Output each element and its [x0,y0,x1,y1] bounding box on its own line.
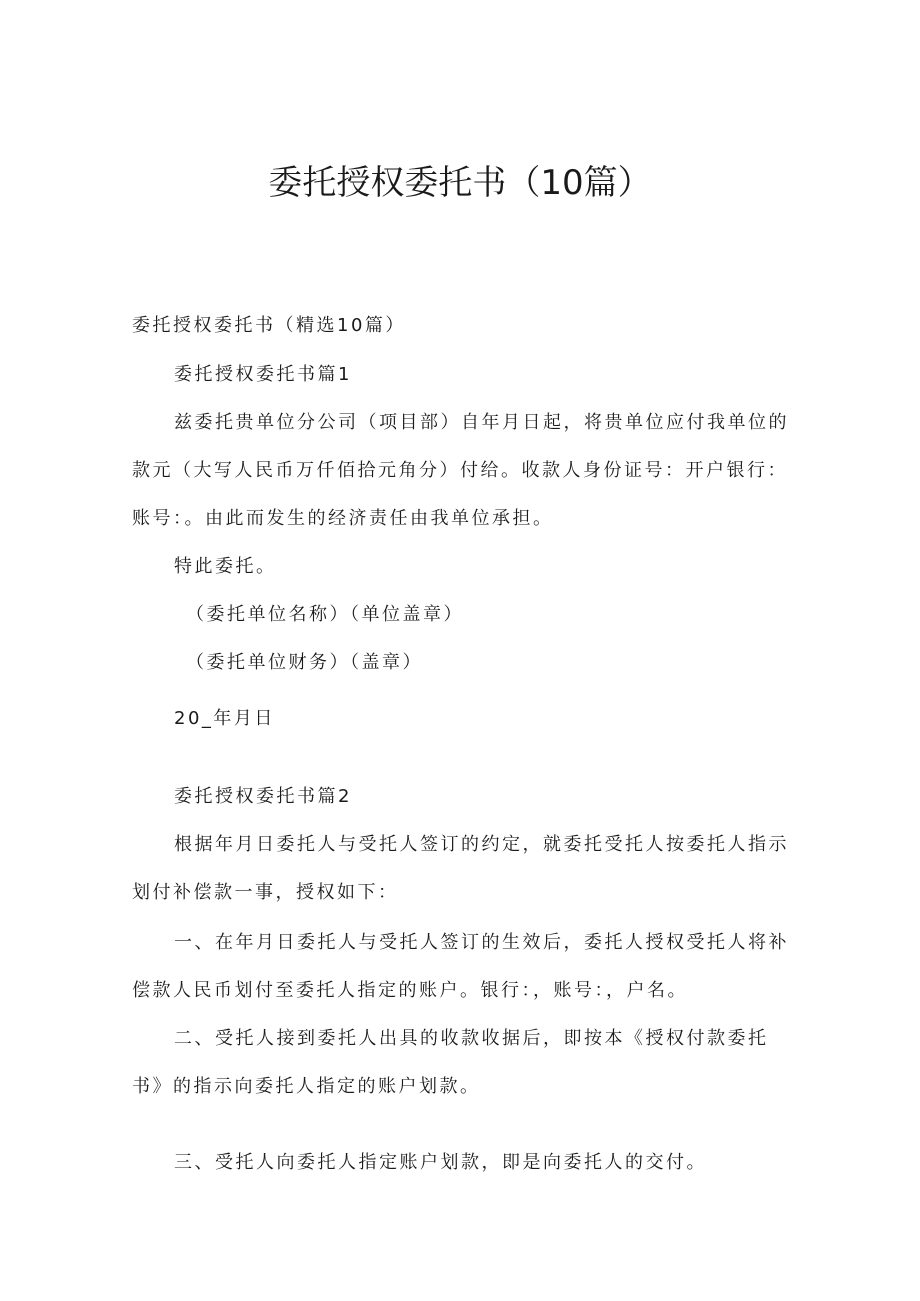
paragraph-line: 书》的指示向委托人指定的账户划款。 [132,1076,481,1097]
paragraph-line: 款元（大写人民币万仟佰拾元角分）付给。收款人身份证号：开户银行： [132,460,788,481]
date-line: 20_年月日 [174,708,275,729]
signature-line: （委托单位财务）（盖章） [186,652,423,673]
signature-line: （委托单位名称）（单位盖章） [186,604,464,625]
paragraph-line: 三、受托人向委托人指定账户划款，即是向委托人的交付。 [174,1152,707,1173]
paragraph-line: 兹委托贵单位分公司（项目部）自年月日起，将贵单位应付我单位的 [174,412,789,433]
paragraph-line: 一、在年月日委托人与受托人签订的生效后，委托人授权受托人将补 [174,932,789,953]
paragraph-line: 根据年月日委托人与受托人签订的约定，就委托受托人按委托人指示 [174,834,789,855]
paragraph-line: 特此委托。 [174,556,277,577]
paragraph-line: 划付补偿款一事，授权如下： [132,882,399,903]
paragraph-line: 偿款人民币划付至委托人指定的账户。银行：，账号：，户名。 [132,980,688,1001]
section-heading-2: 委托授权委托书篇2 [174,786,352,807]
paragraph-line: 二、受托人接到委托人出具的收款收据后，即按本《授权付款委托 [174,1028,769,1049]
subtitle-line: 委托授权委托书（精选10篇） [132,315,406,336]
section-heading-1: 委托授权委托书篇1 [174,364,352,385]
paragraph-line: 账号：。由此而发生的经济责任由我单位承担。 [132,508,554,529]
document-title: 委托授权委托书（10篇） [268,163,652,203]
